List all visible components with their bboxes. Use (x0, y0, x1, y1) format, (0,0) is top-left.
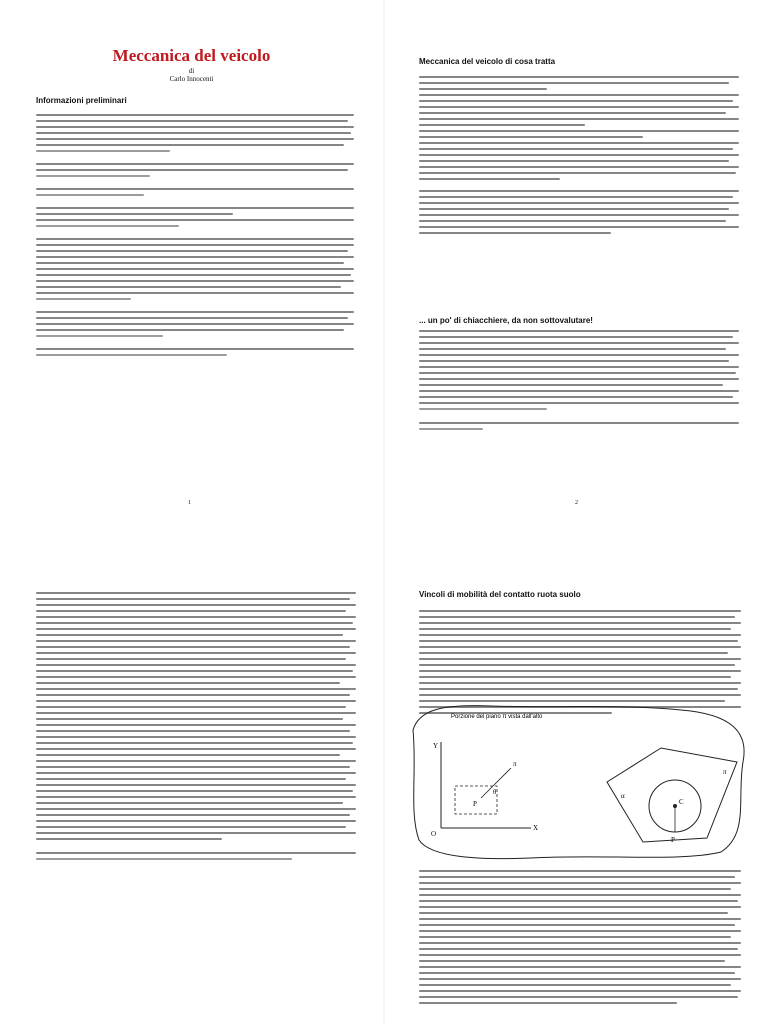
label-p-contact: P (671, 836, 675, 844)
label-pi-2: π (723, 768, 727, 776)
body-text (36, 592, 356, 864)
section-heading: Meccanica del veicolo di cosa tratta (419, 57, 556, 66)
label-alpha: α (621, 792, 625, 800)
label-c: C (679, 798, 684, 806)
figure-wheel-contact (411, 702, 751, 862)
label-p: P (473, 800, 477, 808)
figure-caption: Porzione del piano π vista dall'alto (451, 714, 543, 720)
inclined-plane (607, 748, 737, 842)
document-page-3 (0, 512, 383, 1024)
body-text (36, 114, 354, 360)
plane-outline (413, 706, 744, 859)
label-y: Y (433, 742, 439, 750)
author-prefix: di (188, 67, 195, 75)
section-heading: Vincoli di mobilità del contatto ruota suolo (419, 590, 581, 599)
document-page-1 (0, 0, 383, 512)
section-heading: Informazioni preliminari (36, 96, 127, 105)
subsection-heading: ... un po' di chiacchiere, da non sottovalutare! (419, 316, 593, 325)
body-text-2 (419, 330, 739, 434)
page-number: 1 (188, 500, 191, 506)
label-x: X (533, 824, 539, 832)
document-page-4 (385, 512, 768, 1024)
document-page-2 (385, 0, 768, 512)
label-theta: θ (493, 788, 497, 796)
body-text (419, 76, 739, 238)
label-o: O (431, 830, 437, 838)
document-title: Meccanica del veicolo (112, 46, 271, 65)
page-number: 2 (575, 500, 578, 506)
label-pi: π (513, 760, 517, 768)
body-text-2 (419, 870, 741, 1008)
author-name: Carlo Innocenti (169, 75, 214, 83)
